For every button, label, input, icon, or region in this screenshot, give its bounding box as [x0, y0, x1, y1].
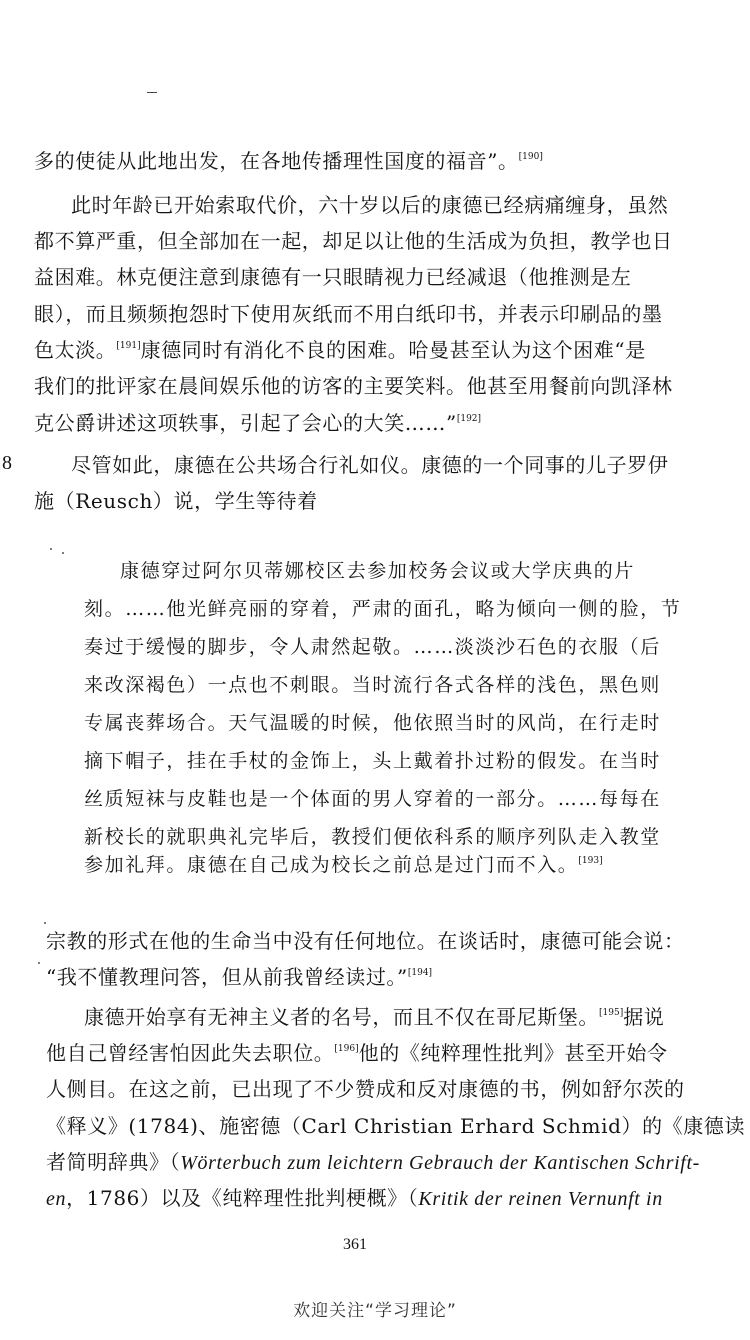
top-dash-mark: [147, 92, 157, 93]
quote-line: 参加礼拜。康德在自己成为校长之前总是过门而不入。[193]: [84, 854, 603, 876]
text-line: 者简明辞典》（Wörterbuch zum leichtern Gebrauch der Kantischen Schrift-: [46, 1150, 700, 1174]
text-line: 眼），而且频频抱怨时下使用灰纸而不用白纸印书，并表示印刷品的墨: [34, 302, 663, 326]
quote-line: 奏过于缓慢的脚步，令人肃然起敬。……淡淡沙石色的衣服（后: [84, 636, 661, 658]
text-line: 我们的批评家在晨间娱乐他的访客的主要笑料。他甚至用餐前向凯泽林: [34, 374, 673, 398]
text-line: 色太淡。[191]康德同时有消化不良的困难。哈曼甚至认为这个困难“是: [34, 338, 646, 362]
quote-line: 丝质短袜与皮鞋也是一个体面的男人穿着的一部分。……每每在: [84, 788, 661, 810]
text-line: 《释义》(1784)、施密德（Carl Christian Erhard Schmid）的《康德读: [46, 1114, 746, 1138]
footnote-ref: [190]: [518, 152, 543, 162]
footnote-ref: [193]: [578, 856, 603, 866]
footnote-ref: [196]: [334, 1044, 359, 1054]
text-line: 施（Reusch）说，学生等待着: [34, 489, 318, 513]
text-line: 都不算严重，但全部加在一起，却足以让他的生活成为负担，教学也日: [34, 229, 673, 253]
italic-title: en: [46, 1188, 67, 1210]
text-line: 宗教的形式在他的生命当中没有任何地位。在谈话时，康德可能会说：: [46, 929, 685, 953]
text-line: 康德开始享有无神主义者的名号，而且不仅在哥尼斯堡。[195]据说: [84, 1005, 665, 1029]
text-line: “我不懂教理问答，但从前我曾经读过。”[194]: [46, 965, 433, 989]
page-number: 361: [343, 1236, 367, 1253]
scan-speck: [50, 548, 52, 550]
text-line: 他自己曾经害怕因此失去职位。[196]他的《纯粹理性批判》甚至开始令: [46, 1041, 668, 1065]
quote-line: 摘下帽子，挂在手杖的金饰上，头上戴着扑过粉的假发。在当时: [84, 750, 661, 772]
footnote-ref: [191]: [116, 341, 141, 351]
quote-line: 专属丧葬场合。天气温暖的时候，他依照当时的风尚，在行走时: [84, 712, 661, 734]
footnote-ref: [195]: [599, 1008, 624, 1018]
italic-title: Wörterbuch zum leichtern Gebrauch der Kantischen Schrift-: [180, 1152, 700, 1174]
text-line: 人侧目。在这之前，已出现了不少赞成和反对康德的书，例如舒尔茨的: [46, 1077, 685, 1101]
text-line: 益困难。林克便注意到康德有一只眼睛视力已经减退（他推测是左: [34, 265, 632, 289]
quote-line: 刻。……他光鲜亮丽的穿着，严肃的面孔，略为倾向一侧的脸，节: [84, 598, 682, 620]
text-line: 多的使徒从此地出发，在各地传播理性国度的福音”。[190]: [34, 149, 543, 173]
text-line: 尽管如此，康德在公共场合行礼如仪。康德的一个同事的儿子罗伊: [71, 453, 669, 477]
margin-number: 8: [2, 452, 12, 474]
footnote-ref: [194]: [407, 968, 433, 978]
scan-speck: [62, 552, 64, 554]
text-line: 此时年龄已开始索取代价，六十岁以后的康德已经病痛缠身，虽然: [71, 193, 669, 217]
footnote-ref: [192]: [456, 414, 482, 424]
quote-line: 来改深褐色）一点也不刺眼。当时流行各式各样的浅色，黑色则: [84, 674, 661, 696]
quote-line: 康德穿过阿尔贝蒂娜校区去参加校务会议或大学庆典的片: [120, 560, 636, 582]
quote-line: 新校长的就职典礼完毕后，教授们便依科系的顺序列队走入教堂: [84, 826, 661, 848]
scan-speck: [44, 922, 46, 924]
italic-title: Kritik der reinen Vernunft in: [418, 1188, 663, 1210]
scan-speck: [38, 962, 40, 964]
text-line: 克公爵讲述这项轶事，引起了会心的大笑……”[192]: [34, 411, 482, 435]
footer-text: 欢迎关注“学习理论”: [293, 1301, 457, 1321]
text-line: en，1786）以及《纯粹理性批判梗概》（Kritik der reinen Vernunft in: [46, 1186, 663, 1210]
